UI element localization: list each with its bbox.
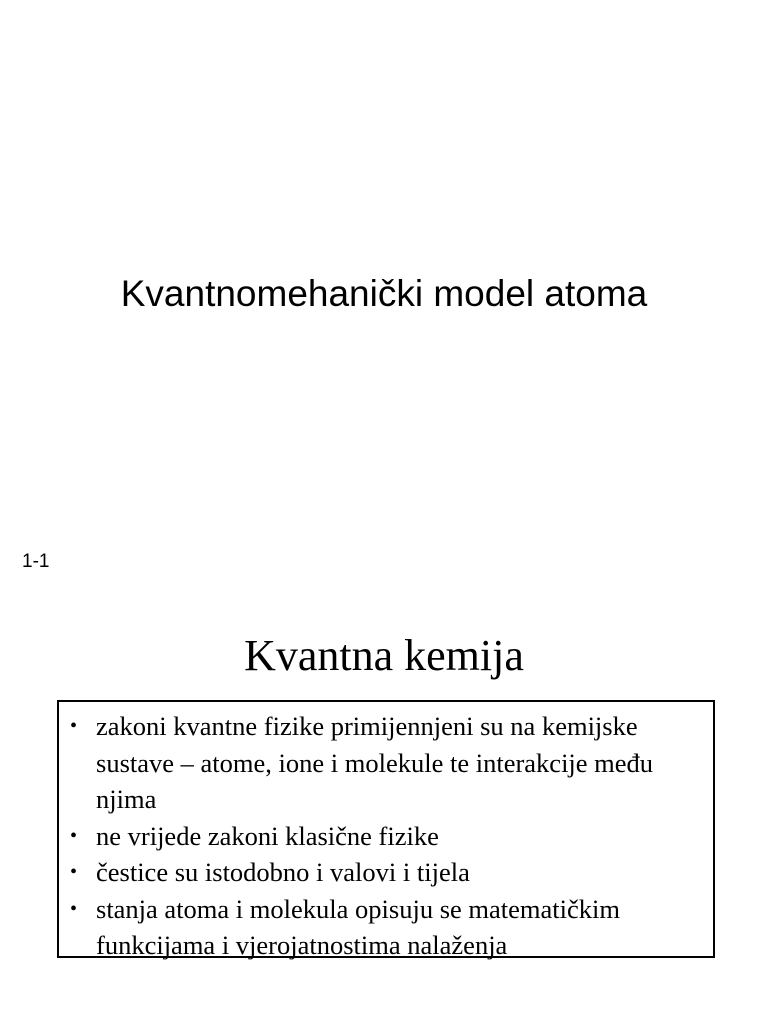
bullet-list	[65, 708, 705, 964]
bullet-text: zakoni kvantne fizike primijennjeni su na kemijske sustave – atome, ione i molekule te interakcije među njima	[96, 711, 654, 814]
bullet-box	[57, 700, 715, 958]
section-title: Kvantna kemija	[244, 631, 524, 680]
page-number: 1-1	[22, 551, 50, 572]
bullet-text: stanja atoma i molekula opisuju se matematičkim funkcijama i vjerojatnostima nalaženja	[96, 893, 620, 960]
bullet-dot-icon: •	[70, 824, 78, 847]
bullet-text: ne vrijede zakoni klasične fizike	[96, 820, 439, 851]
bullet-dot-icon: •	[70, 897, 78, 920]
bullet-item	[65, 891, 705, 964]
bullet-dot-icon: •	[70, 861, 78, 883]
bullet-item	[65, 818, 705, 855]
bullet-item	[65, 708, 705, 818]
bullet-text: čestice su istodobno i valovi i tijela	[96, 857, 470, 887]
bullet-dot-icon: •	[70, 715, 78, 737]
slide-title: Kvantnomehanički model atoma	[120, 273, 648, 314]
bullet-item	[65, 854, 705, 891]
